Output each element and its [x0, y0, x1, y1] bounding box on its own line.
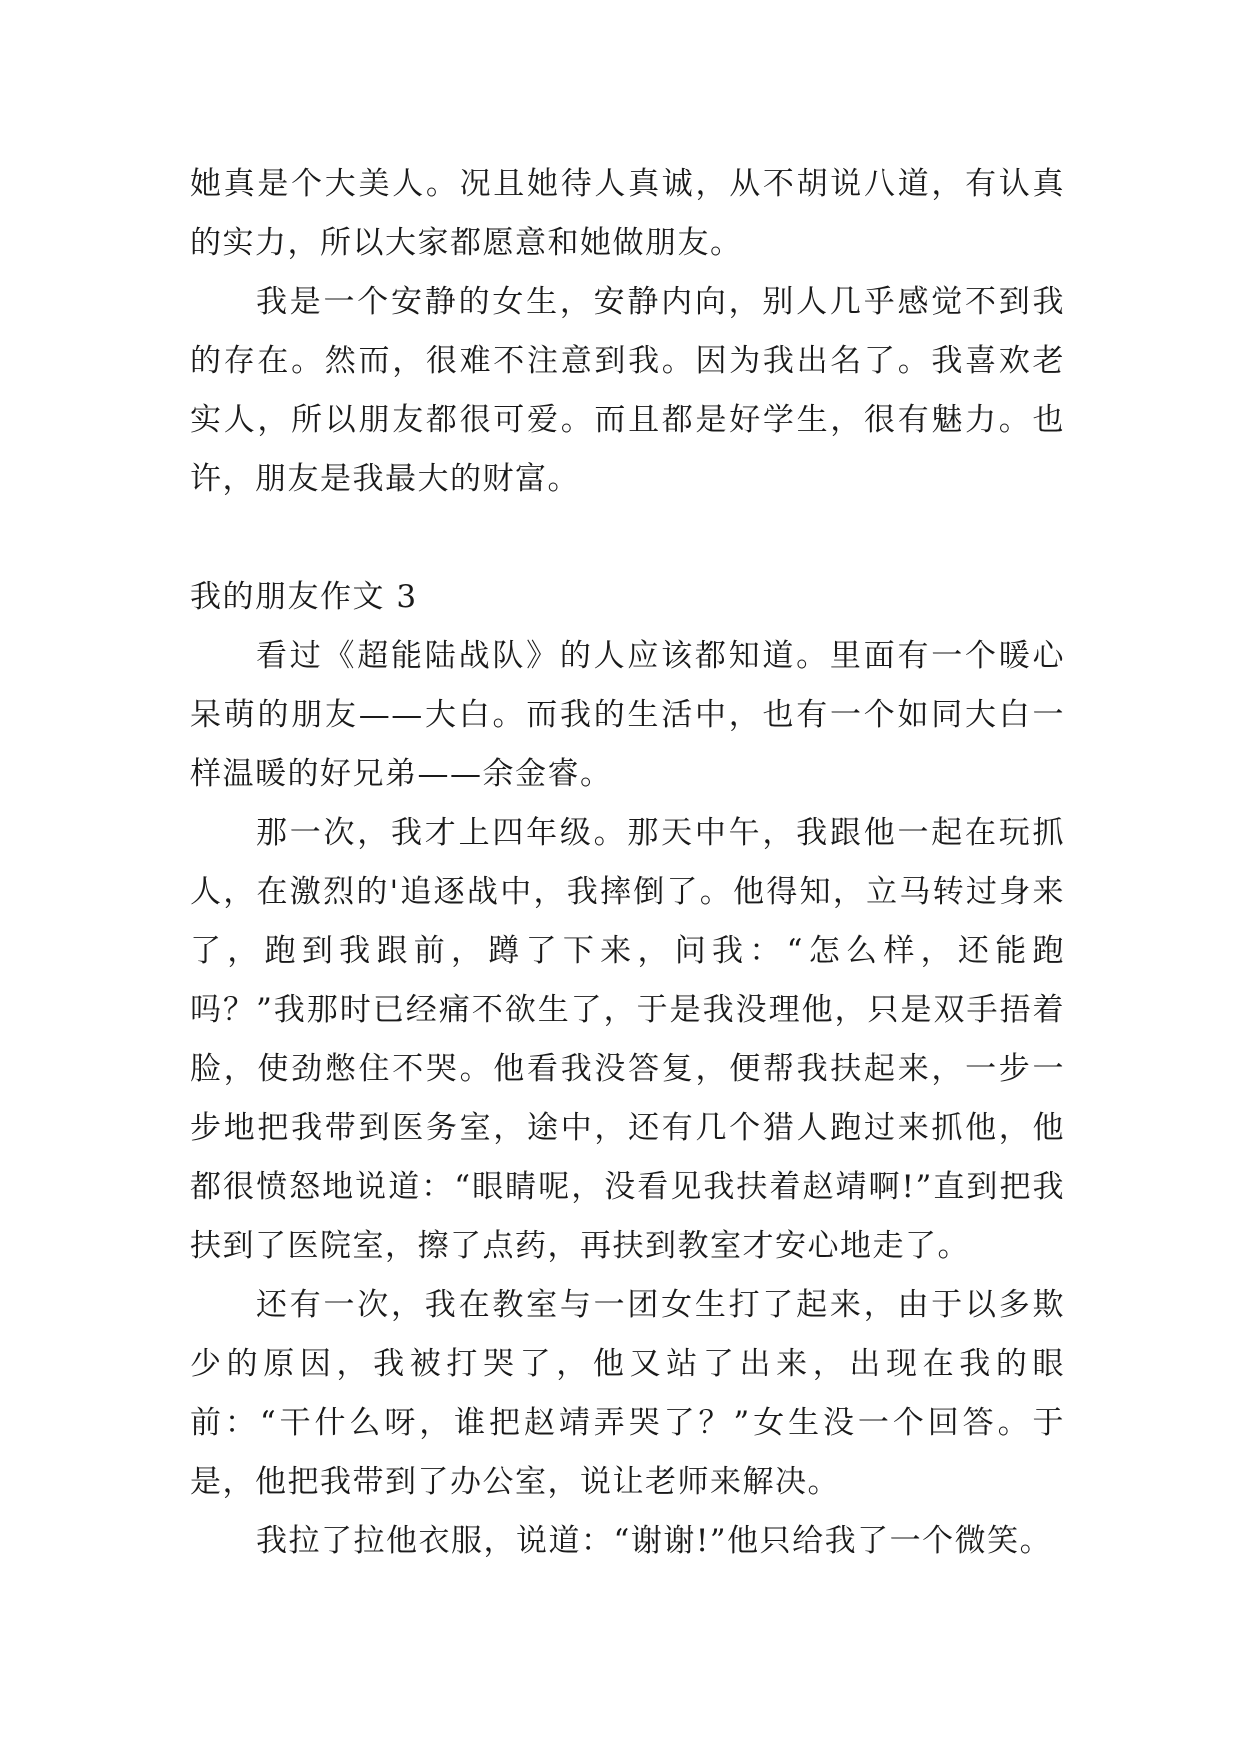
paragraph-5: 还有一次，我在教室与一团女生打了起来，由于以多欺少的原因，我被打哭了，他又站了出来，出现在我的眼前：“干什么呀，谁把赵靖弄哭了？”女生没一个回答。于是，他把我带到了办公室，说让老师来解决。 [190, 1287, 1065, 1500]
essay-heading: 我的朋友作文 3 [190, 579, 418, 615]
paragraph-1: 她真是个大美人。况且她待人真诚，从不胡说八道，有认真的实力，所以大家都愿意和她做朋友。 [190, 166, 1065, 261]
paragraph-2: 我是一个安静的女生，安静内向，别人几乎感觉不到我的存在。然而，很难不注意到我。因为我出名了。我喜欢老实人，所以朋友都很可爱。而且都是好学生，很有魅力。也许，朋友是我最大的财富。 [190, 284, 1065, 497]
paragraph-gap [190, 509, 1065, 568]
document-page [190, 155, 1065, 1571]
paragraph-3: 看过《超能陆战队》的人应该都知道。里面有一个暖心呆萌的朋友——大白。而我的生活中，也有一个如同大白一样温暖的好兄弟——余金睿。 [190, 638, 1065, 792]
paragraph-4: 那一次，我才上四年级。那天中午，我跟他一起在玩抓人，在激烈的'追逐战中，我摔倒了。他得知，立马转过身来了，跑到我跟前，蹲了下来，问我：“怎么样，还能跑吗？”我那时已经痛不欲生了，于是我没理他，只是双手捂着脸，使劲憋住不哭。他看我没答复，便帮我扶起来，一步一步地把我带到医务室，途中，还有几个猎人跑过来抓他，他都很愤怒地说道：“眼睛呢，没看见我扶着赵靖啊!”直到把我扶到了医院室，擦了点药，再扶到教室才安心地走了。 [190, 815, 1065, 1264]
paragraph-6: 我拉了拉他衣服，说道：“谢谢!”他只给我了一个微笑。 [256, 1523, 1053, 1559]
